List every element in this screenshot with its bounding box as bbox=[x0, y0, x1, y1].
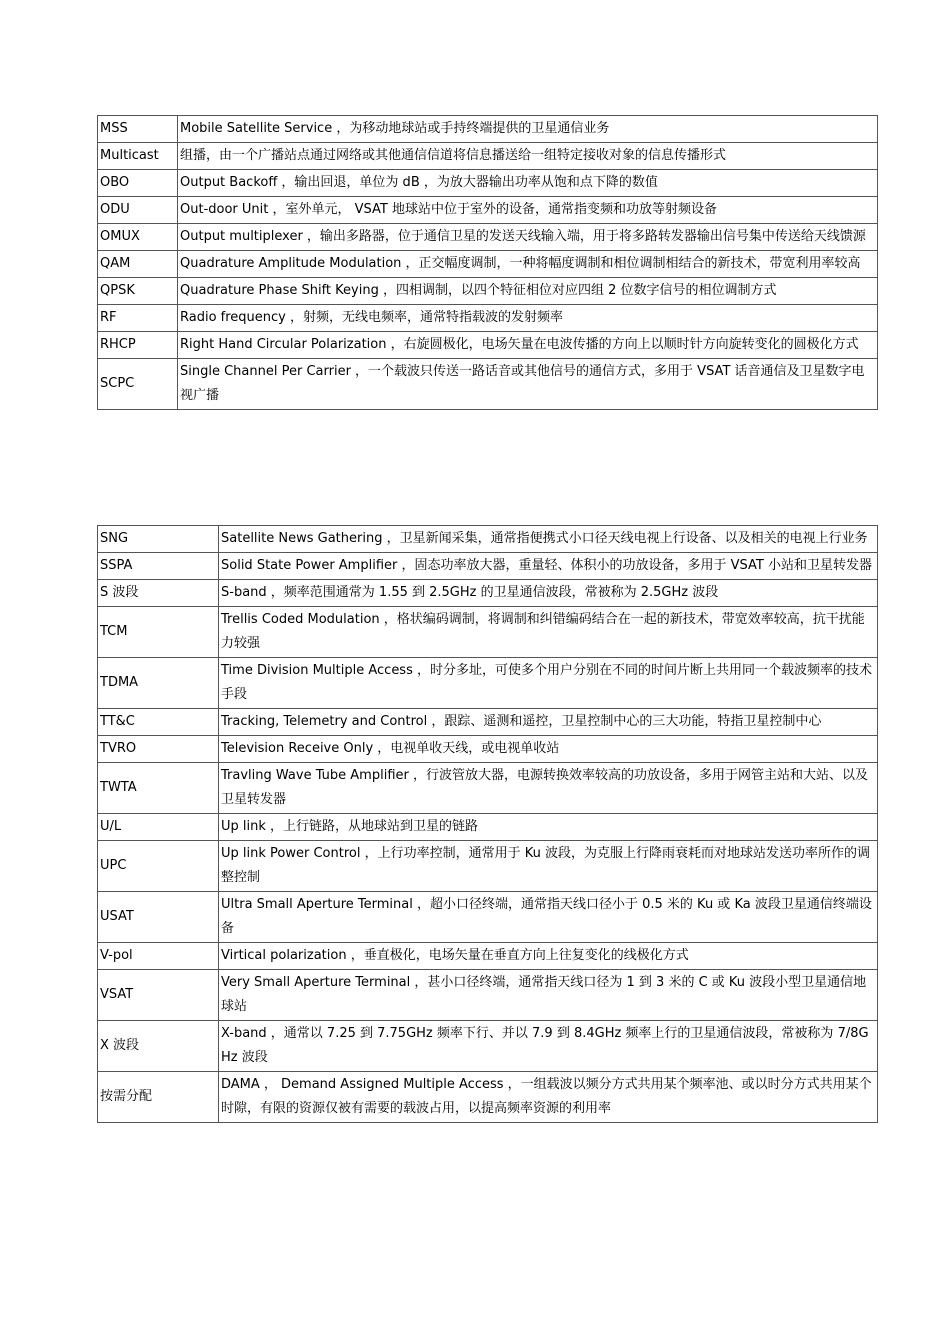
term-cell: X 波段 bbox=[98, 1021, 219, 1072]
table-row bbox=[98, 1072, 878, 1123]
definition-cell: DAMA ， Demand Assigned Multiple Access ，一组载波以频分方式共用某个频率池、或以时分方式共用某个时隙，有限的资源仅被有需要的载波占用，以提高频率资源的利用率 bbox=[219, 1072, 878, 1123]
term-cell: 按需分配 bbox=[98, 1072, 219, 1123]
term-cell: U/L bbox=[98, 814, 219, 841]
table-row bbox=[98, 526, 878, 553]
definition-cell: Up link Power Control ，上行功率控制，通常用于 Ku 波段，为克服上行降雨衰耗而对地球站发送功率所作的调整控制 bbox=[219, 841, 878, 892]
table-row bbox=[98, 224, 878, 251]
definition-cell: Tracking, Telemetry and Control ，跟踪、遥测和遥控，卫星控制中心的三大功能，特指卫星控制中心 bbox=[219, 709, 878, 736]
table-row bbox=[98, 943, 878, 970]
definition-cell: Television Receive Only ，电视单收天线，或电视单收站 bbox=[219, 736, 878, 763]
term-cell: SCPC bbox=[98, 359, 178, 410]
definition-cell: Satellite News Gathering ，卫星新闻采集，通常指便携式小口径天线电视上行设备、以及相关的电视上行业务 bbox=[219, 526, 878, 553]
definition-cell: Radio frequency ，射频，无线电频率，通常特指载波的发射频率 bbox=[178, 305, 878, 332]
table-row bbox=[98, 278, 878, 305]
table-row bbox=[98, 305, 878, 332]
definition-cell: Very Small Aperture Terminal ，甚小口径终端，通常指天线口径为 1 到 3 米的 C 或 Ku 波段小型卫星通信地球站 bbox=[219, 970, 878, 1021]
term-cell: Multicast bbox=[98, 143, 178, 170]
glossary-table-1-body bbox=[98, 116, 878, 410]
term-cell: QPSK bbox=[98, 278, 178, 305]
table-row bbox=[98, 814, 878, 841]
table-row bbox=[98, 709, 878, 736]
definition-cell: Solid State Power Amplifier ，固态功率放大器，重量轻、体积小的功放设备，多用于 VSAT 小站和卫星转发器 bbox=[219, 553, 878, 580]
definition-cell: Out-door Unit ，室外单元， VSAT 地球站中位于室外的设备，通常指变频和功放等射频设备 bbox=[178, 197, 878, 224]
term-cell: RF bbox=[98, 305, 178, 332]
definition-cell: Right Hand Circular Polarization ，右旋圆极化，电场矢量在电波传播的方向上以顺时针方向旋转变化的圆极化方式 bbox=[178, 332, 878, 359]
term-cell: SSPA bbox=[98, 553, 219, 580]
term-cell: VSAT bbox=[98, 970, 219, 1021]
term-cell: ODU bbox=[98, 197, 178, 224]
definition-cell: Ultra Small Aperture Terminal ，超小口径终端，通常指天线口径小于 0.5 米的 Ku 或 Ka 波段卫星通信终端设备 bbox=[219, 892, 878, 943]
term-cell: TCM bbox=[98, 607, 219, 658]
term-cell: SNG bbox=[98, 526, 219, 553]
term-cell: TWTA bbox=[98, 763, 219, 814]
table-row bbox=[98, 580, 878, 607]
definition-cell: Time Division Multiple Access ，时分多址，可使多个用户分别在不同的时间片断上共用同一个载波频率的技术手段 bbox=[219, 658, 878, 709]
definition-cell: Trellis Coded Modulation ，格状编码调制，将调制和纠错编码结合在一起的新技术，带宽效率较高，抗干扰能力较强 bbox=[219, 607, 878, 658]
term-cell: UPC bbox=[98, 841, 219, 892]
table-row bbox=[98, 736, 878, 763]
term-cell: RHCP bbox=[98, 332, 178, 359]
term-cell: TVRO bbox=[98, 736, 219, 763]
table-row bbox=[98, 359, 878, 410]
term-cell: OMUX bbox=[98, 224, 178, 251]
table-row bbox=[98, 658, 878, 709]
table-row bbox=[98, 143, 878, 170]
definition-cell: S-band ，频率范围通常为 1.55 到 2.5GHz 的卫星通信波段，常被称为 2.5GHz 波段 bbox=[219, 580, 878, 607]
glossary-table-2 bbox=[97, 525, 878, 1123]
definition-cell: Quadrature Phase Shift Keying ，四相调制，以四个特征相位对应四组 2 位数字信号的相位调制方式 bbox=[178, 278, 878, 305]
glossary-table-2-body bbox=[98, 526, 878, 1123]
definition-cell: 组播，由一个广播站点通过网络或其他通信信道将信息播送给一组特定接收对象的信息传播形式 bbox=[178, 143, 878, 170]
term-cell: MSS bbox=[98, 116, 178, 143]
definition-cell: Up link ，上行链路，从地球站到卫星的链路 bbox=[219, 814, 878, 841]
table-row bbox=[98, 763, 878, 814]
term-cell: USAT bbox=[98, 892, 219, 943]
table-row bbox=[98, 116, 878, 143]
definition-cell: Quadrature Amplitude Modulation ，正交幅度调制，一种将幅度调制和相位调制相结合的新技术，带宽利用率较高 bbox=[178, 251, 878, 278]
term-cell: V-pol bbox=[98, 943, 219, 970]
table-row bbox=[98, 197, 878, 224]
table-row bbox=[98, 607, 878, 658]
definition-cell: Single Channel Per Carrier ，一个载波只传送一路话音或其他信号的通信方式，多用于 VSAT 话音通信及卫星数字电视广播 bbox=[178, 359, 878, 410]
term-cell: TDMA bbox=[98, 658, 219, 709]
definition-cell: X-band ，通常以 7.25 到 7.75GHz 频率下行、并以 7.9 到 8.4GHz 频率上行的卫星通信波段，常被称为 7/8GHz 波段 bbox=[219, 1021, 878, 1072]
table-row bbox=[98, 332, 878, 359]
table-row bbox=[98, 841, 878, 892]
definition-cell: Mobile Satellite Service ，为移动地球站或手持终端提供的卫星通信业务 bbox=[178, 116, 878, 143]
definition-cell: Travling Wave Tube Amplifier ，行波管放大器，电源转换效率较高的功放设备，多用于网管主站和大站、以及卫星转发器 bbox=[219, 763, 878, 814]
table-row bbox=[98, 170, 878, 197]
term-cell: OBO bbox=[98, 170, 178, 197]
term-cell: TT&C bbox=[98, 709, 219, 736]
glossary-table-1 bbox=[97, 115, 878, 410]
definition-cell: Output Backoff ，输出回退，单位为 dB ，为放大器输出功率从饱和点下降的数值 bbox=[178, 170, 878, 197]
term-cell: S 波段 bbox=[98, 580, 219, 607]
definition-cell: Virtical polarization ，垂直极化，电场矢量在垂直方向上往复变化的线极化方式 bbox=[219, 943, 878, 970]
term-cell: QAM bbox=[98, 251, 178, 278]
table-row bbox=[98, 1021, 878, 1072]
table-row bbox=[98, 892, 878, 943]
definition-cell: Output multiplexer ，输出多路器，位于通信卫星的发送天线输入端，用于将多路转发器输出信号集中传送给天线馈源 bbox=[178, 224, 878, 251]
table-row bbox=[98, 251, 878, 278]
table-row bbox=[98, 970, 878, 1021]
table-row bbox=[98, 553, 878, 580]
